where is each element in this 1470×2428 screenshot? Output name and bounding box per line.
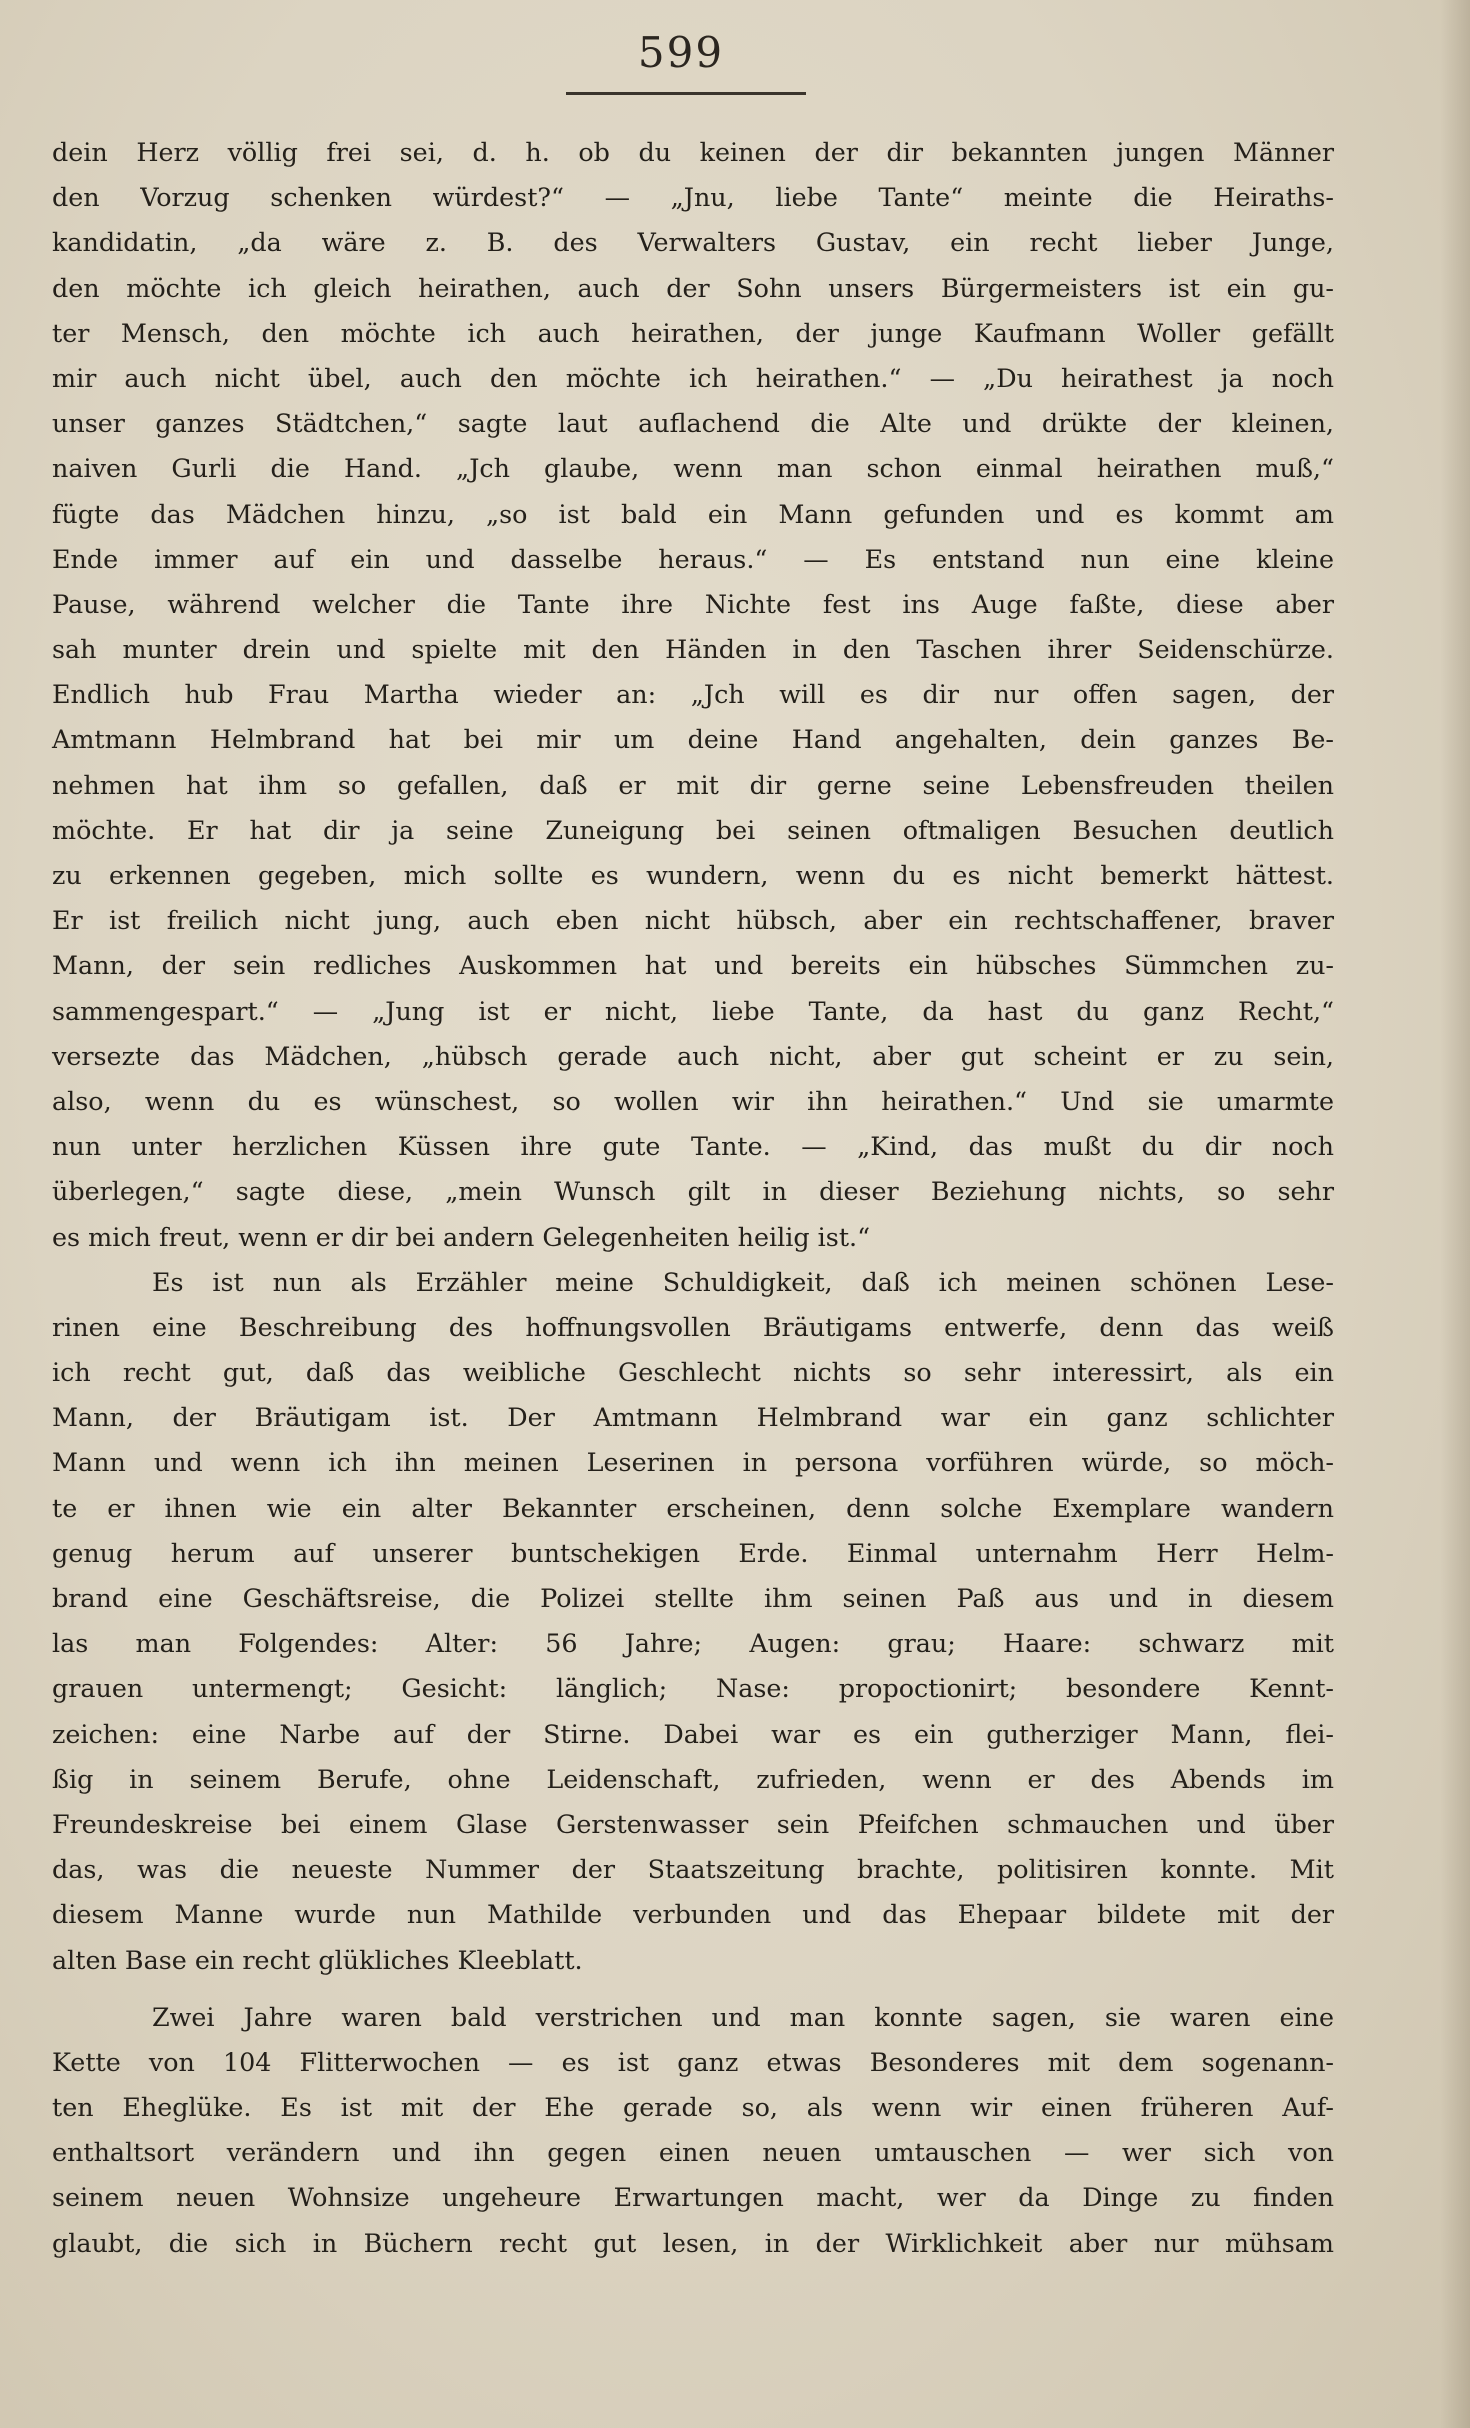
text-line: Zwei Jahre waren bald verstrichen und man konnte sagen, sie waren eine xyxy=(152,2001,1334,2032)
text-line: nehmen hat ihm so gefallen, daß er mit dir gerne seine Lebensfreuden theilen xyxy=(52,769,1334,800)
paragraph-3 xyxy=(52,1995,1334,2266)
text-line: grauen untermengt; Gesicht: länglich; Nase: propoctionirt; besondere Kennt- xyxy=(52,1673,1334,1704)
text-line: genug herum auf unserer buntschekigen Erde. Einmal unternahm Herr Helm- xyxy=(52,1537,1334,1568)
text-line: naiven Gurli die Hand. „Jch glaube, wenn man schon einmal heirathen muß,“ xyxy=(52,453,1334,484)
body-text xyxy=(52,130,1334,2266)
paragraph-1 xyxy=(52,130,1334,1260)
text-line: sammengespart.“ — „Jung ist er nicht, liebe Tante, da hast du ganz Recht,“ xyxy=(52,995,1334,1026)
text-line: las man Folgendes: Alter: 56 Jahre; Augen: grau; Haare: schwarz mit xyxy=(52,1628,1334,1659)
text-line: diesem Manne wurde nun Mathilde verbunden und das Ehepaar bildete mit der xyxy=(52,1899,1334,1930)
text-line: Kette von 104 Flitterwochen — es ist ganz etwas Besonderes mit dem sogenann- xyxy=(52,2046,1334,2077)
text-line: Freundeskreise bei einem Glase Gerstenwasser sein Pfeifchen schmauchen und über xyxy=(52,1808,1334,1839)
paragraph-2 xyxy=(52,1260,1334,1983)
text-line: seinem neuen Wohnsize ungeheure Erwartungen macht, wer da Dinge zu finden xyxy=(52,2182,1334,2213)
text-line: möchte. Er hat dir ja seine Zuneigung bei seinen oftmaligen Besuchen deutlich xyxy=(52,814,1334,845)
text-line: zu erkennen gegeben, mich sollte es wundern, wenn du es nicht bemerkt hättest. xyxy=(52,860,1334,890)
text-line: Mann, der Bräutigam ist. Der Amtmann Helmbrand war ein ganz schlichter xyxy=(52,1402,1334,1433)
text-line: also, wenn du es wünschest, so wollen wir ihn heirathen.“ Und sie umarmte xyxy=(52,1085,1334,1116)
text-line: fügte das Mädchen hinzu, „so ist bald ein Mann gefunden und es kommt am xyxy=(52,498,1334,529)
text-line: dein Herz völlig frei sei, d. h. ob du keinen der dir bekannten jungen Männer xyxy=(52,137,1334,167)
text-line: Mann, der sein redliches Auskommen hat und bereits ein hübsches Sümmchen zu- xyxy=(52,950,1334,981)
text-line: zeichen: eine Narbe auf der Stirne. Dabei war es ein gutherziger Mann, flei- xyxy=(52,1718,1334,1749)
text-line: enthaltsort verändern und ihn gegen einen neuen umtauschen — wer sich von xyxy=(52,2137,1334,2168)
text-line: mir auch nicht übel, auch den möchte ich heirathen.“ — „Du heirathest ja noch xyxy=(52,362,1334,393)
text-line: ter Mensch, den möchte ich auch heirathen, der junge Kaufmann Woller gefällt xyxy=(52,317,1334,348)
text-line: Es ist nun als Erzähler meine Schuldigkeit, daß ich meinen schönen Lese- xyxy=(152,1266,1334,1297)
text-line: ich recht gut, daß das weibliche Geschlecht nichts so sehr interessirt, als ein xyxy=(52,1357,1334,1388)
text-line: Er ist freilich nicht jung, auch eben nicht hübsch, aber ein rechtschaffener, braver xyxy=(52,905,1334,936)
text-line: kandidatin, „da wäre z. B. des Verwalters Gustav, ein recht lieber Junge, xyxy=(52,227,1334,258)
text-line: rinen eine Beschreibung des hoffnungsvollen Bräutigams entwerfe, denn das weiß xyxy=(52,1311,1334,1342)
text-line: Amtmann Helmbrand hat bei mir um deine Hand angehalten, dein ganzes Be- xyxy=(52,724,1334,755)
text-line: glaubt, die sich in Büchern recht gut lesen, in der Wirklichkeit aber nur mühsam xyxy=(52,2227,1334,2258)
text-line: ßig in seinem Berufe, ohne Leidenschaft, zufrieden, wenn er des Abends im xyxy=(52,1763,1334,1794)
text-line: es mich freut, wenn er dir bei andern Gelegenheiten heilig ist.“ xyxy=(52,1221,871,1252)
text-line: überlegen,“ sagte diese, „mein Wunsch gilt in dieser Beziehung nichts, so sehr xyxy=(52,1176,1334,1207)
text-line: Endlich hub Frau Martha wieder an: „Jch will es dir nur offen sagen, der xyxy=(52,679,1334,710)
text-line: versezte das Mädchen, „hübsch gerade auch nicht, aber gut scheint er zu sein, xyxy=(52,1040,1334,1071)
text-line: alten Base ein recht glükliches Kleeblatt. xyxy=(52,1944,583,1975)
text-line: nun unter herzlichen Küssen ihre gute Tante. — „Kind, das mußt du dir noch xyxy=(52,1131,1334,1162)
text-line: den Vorzug schenken würdest?“ — „Jnu, liebe Tante“ meinte die Heiraths- xyxy=(52,182,1334,213)
text-line: das, was die neueste Nummer der Staatszeitung brachte, politisiren konnte. Mit xyxy=(52,1854,1334,1885)
text-line: Ende immer auf ein und dasselbe heraus.“ — Es entstand nun eine kleine xyxy=(52,543,1334,574)
page-number: 599 xyxy=(637,28,725,77)
text-line: te er ihnen wie ein alter Bekannter erscheinen, denn solche Exemplare wandern xyxy=(52,1492,1334,1523)
text-line: brand eine Geschäftsreise, die Polizei stellte ihm seinen Paß aus und in diesem xyxy=(52,1583,1334,1613)
text-line: Pause, während welcher die Tante ihre Nichte fest ins Auge faßte, diese aber xyxy=(52,588,1334,619)
page-edge-shadow xyxy=(1440,0,1470,2428)
text-line: sah munter drein und spielte mit den Händen in den Taschen ihrer Seidenschürze. xyxy=(52,634,1334,665)
text-line: Mann und wenn ich ihn meinen Leserinen in persona vorführen würde, so möch- xyxy=(52,1447,1334,1478)
header-rule xyxy=(566,92,806,95)
text-line: ten Eheglüke. Es ist mit der Ehe gerade so, als wenn wir einen früheren Auf- xyxy=(52,2092,1334,2123)
text-line: unser ganzes Städtchen,“ sagte laut auflachend die Alte und drükte der kleinen, xyxy=(52,408,1334,439)
text-line: den möchte ich gleich heirathen, auch der Sohn unsers Bürgermeisters ist ein gu- xyxy=(52,272,1334,303)
paragraph-gap xyxy=(52,1983,1334,1995)
